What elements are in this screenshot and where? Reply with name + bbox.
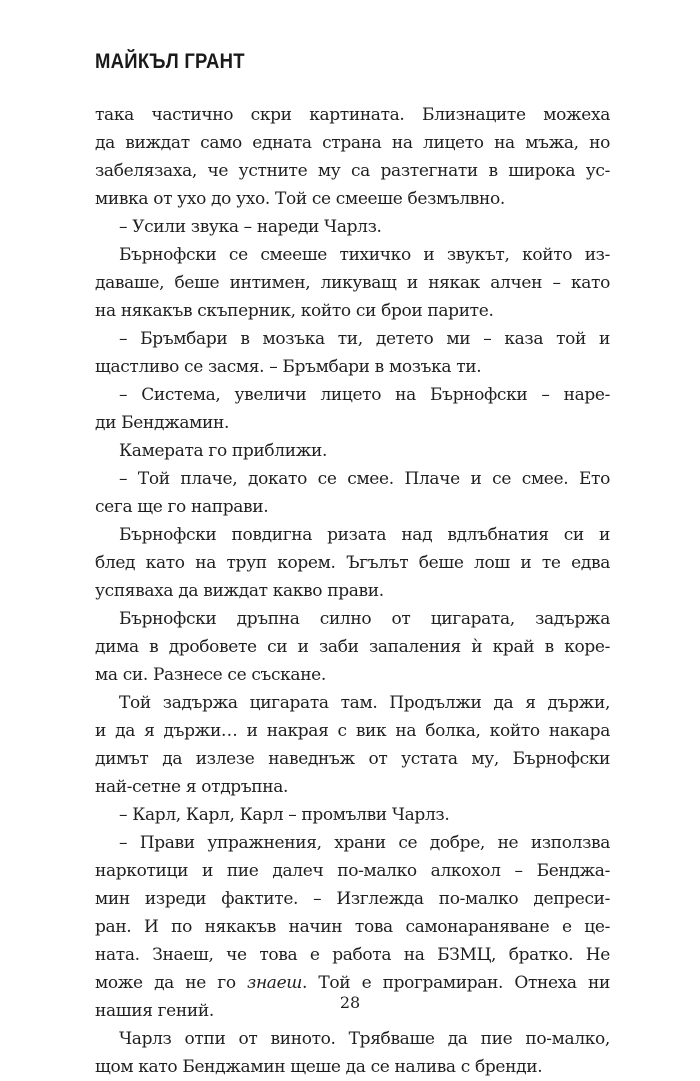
text-line: наркотици и пие далеч по-малко алкохол – Бенджа- [95, 861, 610, 881]
text-line: Бърнофски се смееше тихичко и звукът, който из- [119, 245, 610, 265]
text-line: да виждат само едната страна на лицето на мъжа, но [95, 133, 610, 153]
running-head-author: МАЙКЪЛ ГРАНТ [95, 50, 245, 73]
text-line: ната. Знаеш, че това е работа на БЗМЦ, братко. Не [95, 945, 610, 965]
text-line: сега ще го направи. [95, 497, 269, 517]
text-line: щастливо се засмя. – Бръмбари в мозъка ти. [95, 357, 482, 377]
text-line: – Бръмбари в мозъка ти, детето ми – каза той и [119, 329, 610, 349]
text-line: Той задържа цигарата там. Продължи да я държи, [119, 693, 610, 713]
body-text [95, 101, 610, 1081]
text-line: – Система, увеличи лицето на Бърнофски – наре- [119, 385, 610, 405]
text-line: забелязаха, че устните му са разтегнати в широка ус- [95, 161, 610, 181]
text-line: така частично скри картината. Близнаците можеха [95, 105, 610, 125]
text-line: най-сетне я отдръпна. [95, 777, 289, 797]
emphasis: знаеш [247, 973, 303, 993]
text-line: и да я държи… и накрая с вик на болка, който накара [95, 721, 610, 741]
text-line: – Той плаче, докато се смее. Плаче и се смее. Ето [119, 469, 610, 489]
text-line: – Усили звука – нареди Чарлз. [119, 217, 382, 237]
text-line: Чарлз отпи от виното. Трябваше да пие по-малко, [119, 1029, 610, 1049]
text-line: – Карл, Карл, Карл – промълви Чарлз. [119, 805, 450, 825]
text-line: ран. И по някакъв начин това самонараняване е це- [95, 917, 610, 937]
text-line: Бърнофски повдигна ризата над вдлъбнатия си и [119, 525, 610, 545]
text-line: ма си. Разнесе се съскане. [95, 665, 326, 685]
text-line: нашия гений. [95, 1001, 214, 1021]
text-line: Бърнофски дръпна силно от цигарата, задържа [119, 609, 610, 629]
text-line: дима в дробовете си и заби запаления ѝ край в коре- [95, 637, 610, 657]
text-line: блед като на труп корем. Ъгълът беше лош и те едва [95, 553, 610, 573]
text-line: мивка от ухо до ухо. Той се смееше безмълвно. [95, 189, 505, 209]
text-line: мин изреди фактите. – Изглежда по-малко депреси- [95, 889, 610, 909]
text-line: успяваха да виждат какво прави. [95, 581, 384, 601]
text-line: – Прави упражнения, храни се добре, не използва [119, 833, 610, 853]
text-line: даваше, беше интимен, ликуващ и някак алчен – като [95, 273, 610, 293]
text-line: ди Бенджамин. [95, 413, 230, 433]
text-line: димът да излезе наведнъж от устата му, Бърнофски [95, 749, 610, 769]
text-line: може да не го знаеш. Той е програмиран. Отнеха ни [95, 973, 610, 993]
page-number: 28 [339, 993, 361, 1012]
text-line: щом като Бенджамин щеше да се налива с бренди. [95, 1057, 543, 1077]
text-line: на някакъв скъперник, който си брои парите. [95, 301, 494, 321]
text-line: Камерата го приближи. [119, 441, 328, 461]
